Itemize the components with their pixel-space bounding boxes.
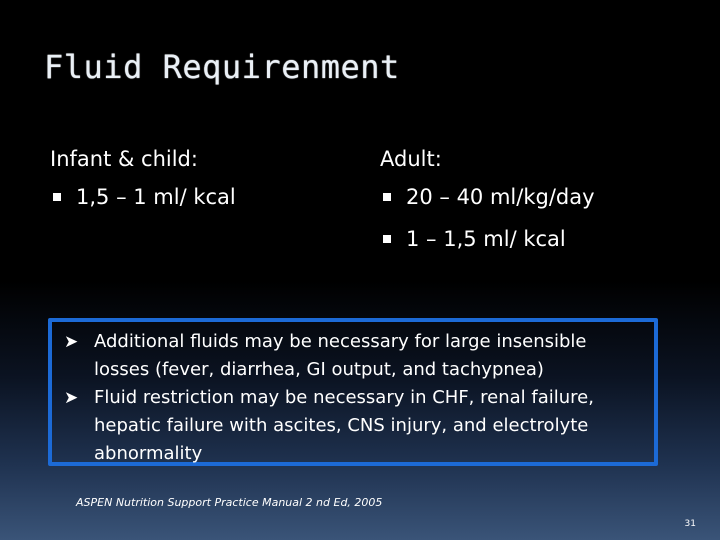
square-bullet-icon [383, 235, 391, 243]
arrowhead-bullet-icon: ➤ [64, 332, 79, 352]
note-text: Additional fluids may be necessary for large insensible losses (fever, diarrhea, GI output, and tachypnea) [94, 331, 587, 380]
right-column [380, 142, 700, 260]
notes-box [48, 318, 658, 466]
right-bullet-text: 20 – 40 ml/kg/day [406, 185, 595, 209]
right-bullet-text: 1 – 1,5 ml/ kcal [406, 227, 566, 251]
right-bullet-item [380, 176, 700, 218]
note-text: Fluid restriction may be necessary in CHF, renal failure, hepatic failure with ascites, CNS injury, and electrolyte abnormality [94, 387, 594, 464]
square-bullet-icon [383, 193, 391, 201]
right-bullet-item [380, 218, 700, 260]
citation: ASPEN Nutrition Support Practice Manual 2 nd Ed, 2005 [76, 496, 383, 509]
left-bullet-item [50, 176, 350, 218]
page-number: 31 [684, 519, 696, 529]
slide-title: Fluid Requirenment [44, 48, 400, 86]
right-column-heading: Adult: [380, 147, 442, 171]
arrowhead-bullet-icon: ➤ [64, 388, 79, 408]
square-bullet-icon [53, 193, 61, 201]
left-bullet-text: 1,5 – 1 ml/ kcal [76, 185, 236, 209]
left-column-heading: Infant & child: [50, 147, 198, 171]
note-item [64, 328, 646, 384]
left-column [50, 142, 350, 218]
note-item [64, 384, 646, 468]
